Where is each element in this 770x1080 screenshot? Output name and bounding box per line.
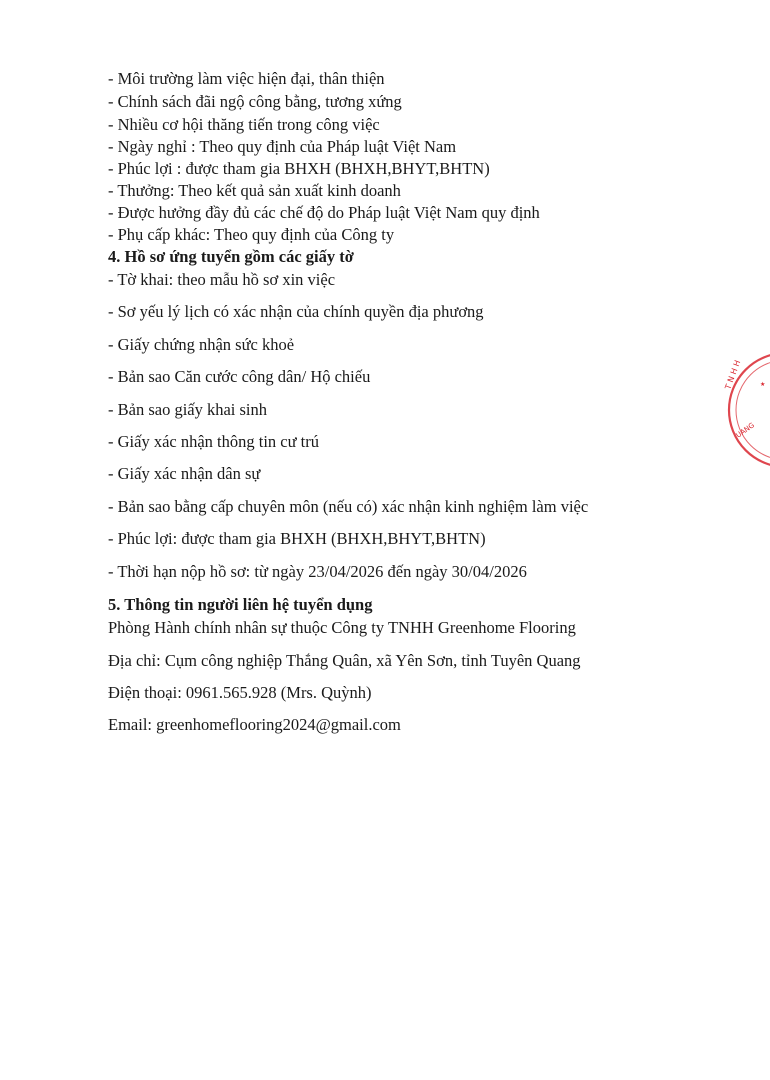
document-item: - Giấy xác nhận dân sự (108, 464, 261, 483)
svg-text:T N H H: T N H H (723, 358, 743, 391)
benefit-item: - Phụ cấp khác: Theo quy định của Công ty (108, 225, 395, 244)
benefit-item: - Nhiều cơ hội thăng tiến trong công việc (108, 115, 380, 134)
document-item: - Bản sao bằng cấp chuyên môn (nếu có) xác nhận kinh nghiệm làm việc (108, 497, 589, 516)
svg-text:★: ★ (760, 381, 766, 388)
section-4-heading: 4. Hồ sơ ứng tuyển gồm các giấy tờ (108, 247, 354, 266)
benefit-item: - Được hưởng đầy đủ các chế độ do Pháp luật Việt Nam quy định (108, 203, 540, 222)
document-item: - Bản sao giấy khai sinh (108, 400, 268, 419)
document-item: - Giấy xác nhận thông tin cư trú (108, 432, 320, 451)
benefit-item: - Chính sách đãi ngộ công bằng, tương xứng (108, 92, 402, 111)
stamp-seal (716, 350, 770, 470)
document-item: - Giấy chứng nhận sức khoẻ (108, 335, 295, 354)
contact-department: Phòng Hành chính nhân sự thuộc Công ty TNHH Greenhome Flooring (108, 618, 576, 637)
section-5-heading: 5. Thông tin người liên hệ tuyển dụng (108, 595, 373, 614)
document-item: - Tờ khai: theo mẫu hồ sơ xin việc (108, 270, 336, 289)
benefit-item: - Ngày nghỉ : Theo quy định của Pháp luật Việt Nam (108, 137, 457, 156)
document-item: - Sơ yếu lý lịch có xác nhận của chính quyền địa phương (108, 302, 484, 321)
contact-phone: Điện thoại: 0961.565.928 (Mrs. Quỳnh) (108, 683, 372, 702)
contact-email: Email: greenhomeflooring2024@gmail.com (108, 715, 401, 734)
contact-address: Địa chỉ: Cụm công nghiệp Thắng Quân, xã Yên Sơn, tỉnh Tuyên Quang (108, 651, 581, 670)
benefit-item: - Thưởng: Theo kết quả sản xuất kinh doanh (108, 181, 401, 200)
svg-text:UANG: UANG (734, 421, 757, 440)
company-stamp (716, 350, 770, 470)
document-item: - Bản sao Căn cước công dân/ Hộ chiếu (108, 367, 371, 386)
deadline-item: - Thời hạn nộp hồ sơ: từ ngày 23/04/2026 đến ngày 30/04/2026 (108, 562, 527, 581)
document-item: - Phúc lợi: được tham gia BHXH (BHXH,BHYT,BHTN) (108, 529, 486, 548)
benefit-item: - Phúc lợi : được tham gia BHXH (BHXH,BHYT,BHTN) (108, 159, 490, 178)
benefit-item: - Môi trường làm việc hiện đại, thân thiện (108, 69, 385, 88)
